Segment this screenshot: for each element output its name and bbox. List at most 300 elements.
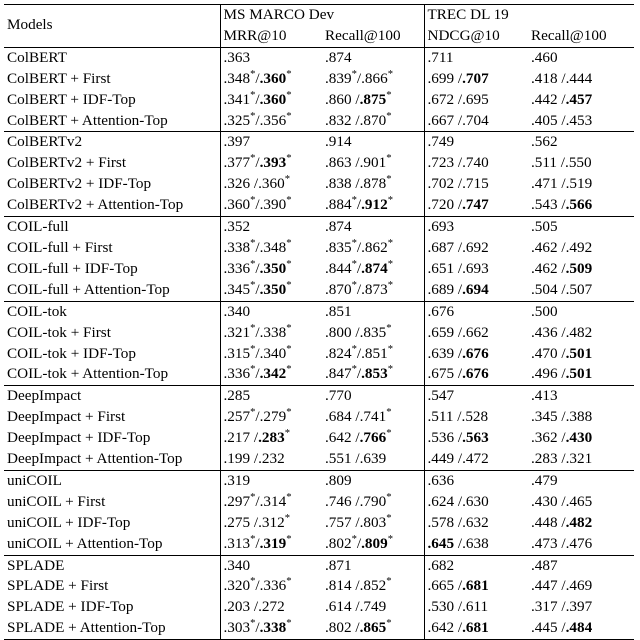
value-segment: .479 bbox=[531, 471, 558, 489]
recall100-msmarco-cell bbox=[322, 344, 424, 365]
value-segment: .320 bbox=[223, 577, 251, 595]
ndcg10-cell bbox=[424, 153, 528, 174]
recall100-msmarco-cell bbox=[322, 111, 424, 132]
significance-marker: * bbox=[250, 343, 256, 355]
value-segment: .645 bbox=[427, 534, 455, 552]
significance-marker: * bbox=[351, 279, 357, 291]
value-segment: .824 bbox=[325, 344, 352, 362]
value-segment: / bbox=[255, 619, 260, 637]
model-name-cell: ColBERTv2 + Attention-Top bbox=[7, 196, 184, 214]
value-segment: .530 /.611 bbox=[427, 598, 489, 616]
value-segment: .682 bbox=[427, 556, 455, 574]
value-segment: .720 / bbox=[427, 196, 463, 214]
value-segment: .445 / bbox=[531, 619, 566, 637]
significance-marker: * bbox=[387, 195, 394, 207]
recall100-trec-cell bbox=[528, 238, 634, 259]
recall100-msmarco-cell bbox=[322, 280, 424, 301]
mrr10-cell bbox=[220, 217, 322, 238]
value-segment: .675 / bbox=[427, 365, 463, 383]
significance-marker: * bbox=[286, 343, 292, 355]
value-segment: .457 bbox=[565, 90, 593, 108]
value-segment: .484 bbox=[565, 619, 593, 637]
value-segment: .711 bbox=[427, 48, 454, 66]
significance-marker: * bbox=[284, 174, 290, 186]
table-row bbox=[4, 428, 634, 449]
table-row bbox=[4, 90, 634, 111]
value-segment: .325 bbox=[223, 111, 251, 129]
recall100-trec-cell bbox=[528, 259, 634, 280]
value-segment: .360 bbox=[259, 90, 287, 108]
value-segment: .746 /.790 bbox=[325, 492, 387, 510]
table-row bbox=[4, 217, 634, 238]
recall100-trec-cell bbox=[528, 470, 634, 491]
recall100-msmarco-cell bbox=[322, 153, 424, 174]
significance-marker: * bbox=[387, 68, 394, 80]
value-segment: .377 bbox=[223, 154, 251, 172]
value-segment: / bbox=[255, 280, 260, 298]
value-segment: .749 bbox=[427, 133, 455, 151]
ndcg10-cell bbox=[424, 280, 528, 301]
table-row bbox=[4, 301, 634, 322]
value-segment: .496 / bbox=[531, 365, 566, 383]
value-segment: .681 bbox=[462, 619, 489, 637]
significance-marker: * bbox=[286, 322, 292, 334]
value-segment: .317 /.397 bbox=[531, 598, 593, 616]
mrr10-cell bbox=[220, 90, 322, 111]
value-segment: / bbox=[255, 69, 260, 87]
value-segment: .336 bbox=[223, 259, 251, 277]
mrr10-cell bbox=[220, 492, 322, 513]
recall100-trec-cell bbox=[528, 69, 634, 90]
model-name-cell: COIL-full bbox=[4, 217, 220, 238]
significance-marker: * bbox=[286, 407, 292, 419]
metric-header-ndcg10: NDCG@10 bbox=[424, 26, 528, 47]
value-segment: .547 bbox=[427, 387, 455, 405]
value-segment: .447 /.469 bbox=[531, 577, 593, 595]
significance-marker: * bbox=[286, 68, 292, 80]
value-segment: .363 bbox=[223, 48, 251, 66]
value-segment: / bbox=[356, 365, 362, 383]
header-row-groups bbox=[4, 5, 634, 26]
significance-marker: * bbox=[351, 68, 357, 80]
value-segment: .350 bbox=[259, 280, 287, 298]
model-name-cell: uniCOIL + IDF-Top bbox=[7, 513, 131, 531]
significance-marker: * bbox=[250, 195, 256, 207]
recall100-trec-cell bbox=[528, 47, 634, 68]
mrr10-cell bbox=[220, 259, 322, 280]
value-segment: /.340 bbox=[255, 344, 287, 362]
value-segment: .694 bbox=[462, 280, 489, 298]
value-segment: .345 bbox=[223, 280, 251, 298]
value-segment: .326 /.360 bbox=[223, 175, 285, 193]
value-segment: .462 / bbox=[531, 259, 566, 277]
recall100-trec-cell bbox=[528, 344, 634, 365]
model-name-cell: COIL-full + IDF-Top bbox=[7, 259, 138, 277]
significance-marker: * bbox=[250, 533, 256, 545]
recall100-msmarco-cell bbox=[322, 407, 424, 428]
value-segment: .676 bbox=[462, 365, 489, 383]
value-segment: /.356 bbox=[255, 111, 287, 129]
value-segment: .699 / bbox=[427, 69, 463, 87]
ndcg10-cell bbox=[424, 344, 528, 365]
value-segment: .865 bbox=[359, 619, 387, 637]
recall100-trec-cell bbox=[528, 576, 634, 597]
significance-marker: * bbox=[351, 238, 357, 250]
ndcg10-cell bbox=[424, 217, 528, 238]
table-row bbox=[4, 132, 634, 153]
value-segment: .397 bbox=[223, 133, 251, 151]
value-segment: .500 bbox=[531, 302, 558, 320]
value-segment: .536 / bbox=[427, 429, 463, 447]
value-segment: /.336 bbox=[255, 577, 287, 595]
significance-marker: * bbox=[351, 364, 357, 376]
significance-marker: * bbox=[386, 576, 392, 588]
table-row bbox=[4, 259, 634, 280]
significance-marker: * bbox=[284, 428, 290, 440]
value-segment: .275 /.312 bbox=[223, 513, 285, 531]
model-name-cell: DeepImpact + First bbox=[7, 408, 126, 426]
recall100-msmarco-cell bbox=[322, 364, 424, 385]
model-name-cell: ColBERT + First bbox=[7, 69, 111, 87]
value-segment: .800 /.835 bbox=[325, 323, 387, 341]
recall100-msmarco-cell bbox=[322, 449, 424, 470]
model-name-cell: ColBERTv2 + First bbox=[7, 154, 127, 172]
value-segment: .340 bbox=[223, 556, 251, 574]
value-segment: .624 /.630 bbox=[427, 492, 489, 510]
significance-marker: * bbox=[250, 407, 256, 419]
value-segment: .348 bbox=[223, 69, 251, 87]
value-segment: .672 /.695 bbox=[427, 90, 489, 108]
significance-marker: * bbox=[386, 407, 392, 419]
ndcg10-cell bbox=[424, 470, 528, 491]
value-segment: .578 /.632 bbox=[427, 513, 489, 531]
recall100-trec-cell bbox=[528, 386, 634, 407]
significance-marker: * bbox=[386, 110, 392, 122]
mrr10-cell bbox=[220, 153, 322, 174]
recall100-msmarco-cell bbox=[322, 576, 424, 597]
ndcg10-cell bbox=[424, 323, 528, 344]
recall100-trec-cell bbox=[528, 153, 634, 174]
value-segment: .345 /.388 bbox=[531, 408, 593, 426]
significance-marker: * bbox=[286, 259, 292, 271]
recall100-trec-cell bbox=[528, 407, 634, 428]
value-segment: .418 /.444 bbox=[531, 69, 593, 87]
models-header: Models bbox=[4, 5, 220, 48]
value-segment: .341 bbox=[223, 90, 251, 108]
value-segment: .562 bbox=[531, 133, 558, 151]
value-segment: .838 /.878 bbox=[325, 175, 387, 193]
value-segment: .665 / bbox=[427, 577, 463, 595]
value-segment: .336 bbox=[223, 365, 251, 383]
value-segment: .563 bbox=[462, 429, 489, 447]
value-segment: / bbox=[255, 534, 260, 552]
value-segment: .436 /.482 bbox=[531, 323, 593, 341]
value-segment: .285 bbox=[223, 387, 251, 405]
value-segment: .352 bbox=[223, 218, 251, 236]
value-segment: .511 /.528 bbox=[427, 408, 489, 426]
mrr10-cell bbox=[220, 364, 322, 385]
ndcg10-cell bbox=[424, 428, 528, 449]
value-segment: .870 bbox=[325, 280, 352, 298]
mrr10-cell bbox=[220, 555, 322, 576]
ndcg10-cell bbox=[424, 555, 528, 576]
value-segment: /.862 bbox=[356, 238, 388, 256]
significance-marker: * bbox=[250, 68, 256, 80]
value-segment: .639 / bbox=[427, 344, 463, 362]
recall100-trec-cell bbox=[528, 449, 634, 470]
value-segment: .340 bbox=[223, 302, 251, 320]
value-segment: .809 bbox=[361, 534, 388, 552]
table-row bbox=[4, 470, 634, 491]
value-segment: .509 bbox=[565, 259, 593, 277]
ndcg10-cell bbox=[424, 364, 528, 385]
ndcg10-cell bbox=[424, 407, 528, 428]
value-segment: /.314 bbox=[255, 492, 287, 510]
value-segment: /.390 bbox=[255, 196, 287, 214]
value-segment: .315 bbox=[223, 344, 251, 362]
mrr10-cell bbox=[220, 449, 322, 470]
recall100-msmarco-cell bbox=[322, 470, 424, 491]
mrr10-cell bbox=[220, 195, 322, 216]
model-name-cell: ColBERTv2 + IDF-Top bbox=[7, 175, 152, 193]
value-segment: .770 bbox=[325, 387, 352, 405]
value-segment: / bbox=[356, 534, 362, 552]
value-segment: /.866 bbox=[356, 69, 388, 87]
value-segment: .844 bbox=[325, 259, 352, 277]
ndcg10-cell bbox=[424, 69, 528, 90]
value-segment: /.851 bbox=[356, 344, 388, 362]
recall100-trec-cell bbox=[528, 513, 634, 534]
value-segment: .642 / bbox=[325, 429, 360, 447]
value-segment: .511 /.550 bbox=[531, 154, 592, 172]
recall100-msmarco-cell bbox=[322, 492, 424, 513]
value-segment: .430 /.465 bbox=[531, 492, 593, 510]
mrr10-cell bbox=[220, 513, 322, 534]
recall100-msmarco-cell bbox=[322, 597, 424, 618]
significance-marker: * bbox=[386, 153, 392, 165]
value-segment: /.348 bbox=[255, 238, 287, 256]
value-segment: .449 /.472 bbox=[427, 450, 489, 468]
ndcg10-cell bbox=[424, 238, 528, 259]
recall100-msmarco-cell bbox=[322, 534, 424, 555]
value-segment: .874 bbox=[325, 48, 352, 66]
significance-marker: * bbox=[286, 195, 292, 207]
significance-marker: * bbox=[286, 576, 292, 588]
value-segment: /.279 bbox=[255, 408, 287, 426]
value-segment: / bbox=[356, 196, 362, 214]
model-name-cell: SPLADE + First bbox=[7, 577, 109, 595]
value-segment: /.338 bbox=[255, 323, 287, 341]
value-segment: .566 bbox=[565, 196, 593, 214]
ndcg10-cell bbox=[424, 386, 528, 407]
value-segment: .462 /.492 bbox=[531, 238, 593, 256]
value-segment: / bbox=[255, 154, 260, 172]
value-segment: .676 bbox=[462, 344, 489, 362]
recall100-msmarco-cell bbox=[322, 386, 424, 407]
value-segment: .471 /.519 bbox=[531, 175, 593, 193]
value-segment: .802 / bbox=[325, 619, 360, 637]
significance-marker: * bbox=[386, 322, 392, 334]
value-segment: .551 /.639 bbox=[325, 450, 387, 468]
significance-marker: * bbox=[386, 512, 392, 524]
recall100-msmarco-cell bbox=[322, 323, 424, 344]
value-segment: .283 /.321 bbox=[531, 450, 593, 468]
value-segment: .642 / bbox=[427, 619, 463, 637]
mrr10-cell bbox=[220, 428, 322, 449]
significance-marker: * bbox=[250, 322, 256, 334]
value-segment: .707 bbox=[462, 69, 489, 87]
value-segment: .651 /.693 bbox=[427, 259, 489, 277]
significance-marker: * bbox=[386, 174, 392, 186]
value-segment: .501 bbox=[565, 344, 593, 362]
recall100-msmarco-cell bbox=[322, 132, 424, 153]
significance-marker: * bbox=[286, 492, 292, 503]
mrr10-cell bbox=[220, 69, 322, 90]
mrr10-cell bbox=[220, 111, 322, 132]
mrr10-cell bbox=[220, 597, 322, 618]
significance-marker: * bbox=[250, 618, 256, 630]
model-name-cell: COIL-tok + First bbox=[7, 323, 111, 341]
recall100-trec-cell bbox=[528, 174, 634, 195]
value-segment: .342 bbox=[259, 365, 287, 383]
value-segment: .360 bbox=[259, 69, 287, 87]
value-segment: .874 bbox=[361, 259, 388, 277]
value-segment: / bbox=[255, 365, 260, 383]
significance-marker: * bbox=[286, 110, 292, 122]
value-segment: .283 bbox=[258, 429, 285, 447]
value-segment: .860 / bbox=[325, 90, 360, 108]
model-name-cell: COIL-tok bbox=[4, 301, 220, 322]
mrr10-cell bbox=[220, 344, 322, 365]
value-segment: /.873 bbox=[356, 280, 388, 298]
model-name-cell: ColBERTv2 bbox=[4, 132, 220, 153]
mrr10-cell bbox=[220, 280, 322, 301]
recall100-trec-cell bbox=[528, 534, 634, 555]
value-segment: .338 bbox=[223, 238, 251, 256]
table-row bbox=[4, 153, 634, 174]
recall100-msmarco-cell bbox=[322, 238, 424, 259]
value-segment: / bbox=[255, 259, 260, 277]
recall100-msmarco-cell bbox=[322, 195, 424, 216]
recall100-trec-cell bbox=[528, 428, 634, 449]
ndcg10-cell bbox=[424, 597, 528, 618]
value-segment: .766 bbox=[359, 429, 387, 447]
ndcg10-cell bbox=[424, 259, 528, 280]
value-segment: .839 bbox=[325, 69, 352, 87]
trec-group-header: TREC DL 19 bbox=[424, 5, 634, 26]
significance-marker: * bbox=[386, 618, 392, 630]
value-segment: .350 bbox=[259, 259, 287, 277]
value-segment: .659 /.662 bbox=[427, 323, 489, 341]
significance-marker: * bbox=[386, 89, 392, 101]
significance-marker: * bbox=[250, 153, 256, 165]
mrr10-cell bbox=[220, 534, 322, 555]
value-segment: .360 bbox=[223, 196, 251, 214]
value-segment: .413 bbox=[531, 387, 558, 405]
significance-marker: * bbox=[286, 364, 292, 376]
significance-marker: * bbox=[387, 238, 394, 250]
value-segment: .847 bbox=[325, 365, 352, 383]
value-segment: .430 bbox=[565, 429, 593, 447]
significance-marker: * bbox=[286, 618, 292, 630]
significance-marker: * bbox=[250, 110, 256, 122]
ndcg10-cell bbox=[424, 195, 528, 216]
significance-marker: * bbox=[250, 238, 256, 250]
significance-marker: * bbox=[286, 89, 292, 101]
value-segment: .912 bbox=[361, 196, 388, 214]
significance-marker: * bbox=[250, 259, 256, 271]
metric-header-mrr10: MRR@10 bbox=[220, 26, 322, 47]
model-name-cell: COIL-tok + IDF-Top bbox=[7, 344, 136, 362]
value-segment: .504 /.507 bbox=[531, 280, 593, 298]
recall100-msmarco-cell bbox=[322, 174, 424, 195]
table-row bbox=[4, 576, 634, 597]
significance-marker: * bbox=[250, 492, 256, 503]
model-name-cell: uniCOIL + Attention-Top bbox=[7, 534, 163, 552]
model-name-cell: COIL-tok + Attention-Top bbox=[7, 365, 169, 383]
significance-marker: * bbox=[286, 153, 292, 165]
value-segment: .681 bbox=[462, 577, 489, 595]
significance-marker: * bbox=[351, 195, 357, 207]
recall100-trec-cell bbox=[528, 111, 634, 132]
table-row bbox=[4, 111, 634, 132]
value-segment: / bbox=[255, 90, 260, 108]
recall100-msmarco-cell bbox=[322, 555, 424, 576]
value-segment: .217 / bbox=[223, 429, 259, 447]
value-segment: .313 bbox=[223, 534, 251, 552]
value-segment: .835 bbox=[325, 238, 352, 256]
recall100-msmarco-cell bbox=[322, 69, 424, 90]
model-name-cell: DeepImpact + IDF-Top bbox=[7, 429, 151, 447]
value-segment: .448 / bbox=[531, 513, 566, 531]
value-segment: .702 /.715 bbox=[427, 175, 489, 193]
significance-marker: * bbox=[387, 533, 394, 545]
value-segment: .689 / bbox=[427, 280, 463, 298]
value-segment: .393 bbox=[259, 154, 287, 172]
model-name-cell: COIL-full + First bbox=[7, 238, 113, 256]
value-segment: .693 bbox=[427, 218, 455, 236]
table-row bbox=[4, 344, 634, 365]
table-row bbox=[4, 364, 634, 385]
recall100-trec-cell bbox=[528, 555, 634, 576]
model-name-cell: ColBERT + Attention-Top bbox=[7, 111, 168, 129]
mrr10-cell bbox=[220, 618, 322, 639]
mrr10-cell bbox=[220, 174, 322, 195]
mrr10-cell bbox=[220, 470, 322, 491]
recall100-msmarco-cell bbox=[322, 90, 424, 111]
value-segment: .303 bbox=[223, 619, 251, 637]
recall100-trec-cell bbox=[528, 280, 634, 301]
value-segment: .338 bbox=[259, 619, 287, 637]
results-table bbox=[4, 4, 634, 640]
value-segment: .851 bbox=[325, 302, 352, 320]
value-segment: .482 bbox=[565, 513, 593, 531]
value-segment: .460 bbox=[531, 48, 558, 66]
significance-marker: * bbox=[387, 343, 394, 355]
value-segment: .802 bbox=[325, 534, 352, 552]
value-segment: / bbox=[356, 259, 362, 277]
value-segment: .505 bbox=[531, 218, 558, 236]
table-row bbox=[4, 47, 634, 68]
table-row bbox=[4, 449, 634, 470]
table-row bbox=[4, 555, 634, 576]
value-segment: .832 /.870 bbox=[325, 111, 387, 129]
model-name-cell: SPLADE + Attention-Top bbox=[4, 618, 220, 639]
value-segment: .543 / bbox=[531, 196, 566, 214]
significance-marker: * bbox=[351, 343, 357, 355]
recall100-trec-cell bbox=[528, 492, 634, 513]
recall100-msmarco-cell bbox=[322, 47, 424, 68]
